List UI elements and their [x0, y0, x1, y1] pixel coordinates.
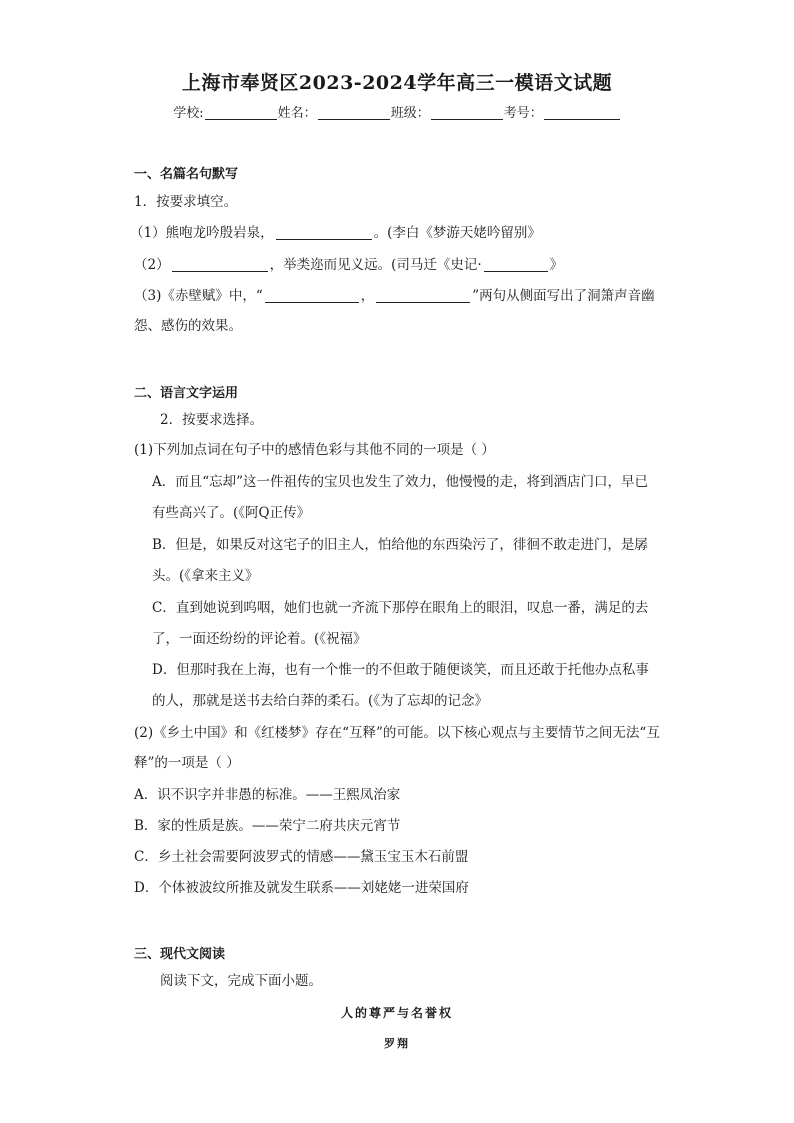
q1-1-prefix: （1）熊咆龙吟殷岩泉，	[130, 225, 274, 241]
sub1-option-d-line2: 的人，那就是送书去给白莽的柔石。(《为了忘却的记念》	[152, 693, 489, 709]
school-blank[interactable]	[205, 105, 277, 120]
sub1-option-a-line1: A．而且“忘却”这一件祖传的宝贝也发生了效力，他慢慢的走，将到酒店门口，早已	[152, 474, 649, 490]
q1-2-suffix: 》	[549, 257, 564, 273]
section3-heading: 三、现代文阅读	[134, 947, 226, 962]
sub1-option-b-line2: 头。(《拿来主义》	[152, 568, 259, 584]
sub2-option-d: D．个体被波纹所推及就发生联系——刘姥姥一进荣国府	[134, 880, 469, 896]
sub2-option-a: A．识不识字并非愚的标准。——王熙凤治家	[134, 787, 401, 803]
q1-3-line2: 怨、感伤的效果。	[134, 318, 242, 334]
q1-2-prefix: （2）	[134, 257, 170, 273]
student-info-row	[0, 102, 794, 121]
class-blank[interactable]	[431, 105, 503, 120]
q1-stem: 1．按要求填空。	[134, 194, 238, 210]
sub2-stem-line2: 释”的一项是（ ）	[134, 755, 240, 771]
id-label: 考号：	[503, 106, 543, 121]
q1-3-prefix: （3)《赤壁赋》中，“	[134, 288, 263, 304]
school-label: 学校:	[173, 106, 204, 121]
sub1-stem: (1)下列加点词在句子中的感情色彩与其他不同的一项是（ ）	[134, 442, 495, 458]
article-title: 人的尊严与名誉权	[340, 1006, 453, 1020]
name-blank[interactable]	[318, 105, 390, 120]
name-label: 姓名：	[277, 106, 317, 121]
q2-stem: 2．按要求选择。	[160, 412, 264, 428]
sub1-option-c-line2: 了，一面还纷纷的评论着。(《祝福》	[152, 631, 367, 647]
sub1-option-b-line1: B．但是，如果反对这宅子的旧主人，怕给他的东西染污了，徘徊不敢走进门，是孱	[152, 537, 648, 553]
sub1-option-a-line2: 有些高兴了。(《阿Q正传》	[152, 505, 311, 521]
sub1-option-d-line1: D．但那时我在上海，也有一个惟一的不但敢于随便谈笑，而且还敢于托他办点私事	[152, 662, 649, 678]
q1-2	[134, 256, 563, 274]
sub2-stem-line1: (2)《乡土中国》和《红楼梦》存在“互释”的可能。以下核心观点与主要情节之间无法“互	[134, 725, 660, 741]
sub1-option-c-line1: C．直到她说到呜咽，她们也就一齐流下那停在眼角上的眼泪，叹息一番，满足的去	[152, 600, 649, 616]
q1-3-middle: ，	[360, 288, 375, 304]
q1-3-blank-b[interactable]	[376, 288, 470, 303]
sub2-option-c: C．乡土社会需要阿波罗式的情感——黛玉宝玉木石前盟	[134, 849, 469, 865]
q1-1-blank[interactable]	[276, 225, 372, 240]
q1-1	[130, 224, 541, 242]
article-author: 罗翔	[384, 1037, 410, 1050]
page-title: 上海市奉贤区2023-2024学年高三一模语文试题	[181, 72, 613, 94]
q1-3-suffix: ”两句从侧面写出了洞箫声音幽	[472, 288, 655, 304]
id-blank[interactable]	[544, 105, 620, 120]
section3-instruction: 阅读下文，完成下面小题。	[160, 973, 322, 989]
sub2-option-b: B．家的性质是族。——荣宁二府共庆元宵节	[134, 818, 401, 834]
q1-3-blank-a[interactable]	[265, 288, 359, 303]
q1-3	[134, 287, 655, 305]
q1-2-blank-a[interactable]	[172, 257, 268, 272]
q1-1-suffix: 。(李白《梦游天姥吟留别》	[373, 225, 541, 241]
q1-2-blank-b[interactable]	[484, 257, 548, 272]
class-label: 班级：	[390, 106, 430, 121]
section2-heading: 二、语言文字运用	[134, 386, 239, 401]
section1-heading: 一、名篇名句默写	[134, 167, 239, 182]
q1-2-middle: ，举类迩而见义远。(司马迁《史记·	[269, 257, 482, 273]
